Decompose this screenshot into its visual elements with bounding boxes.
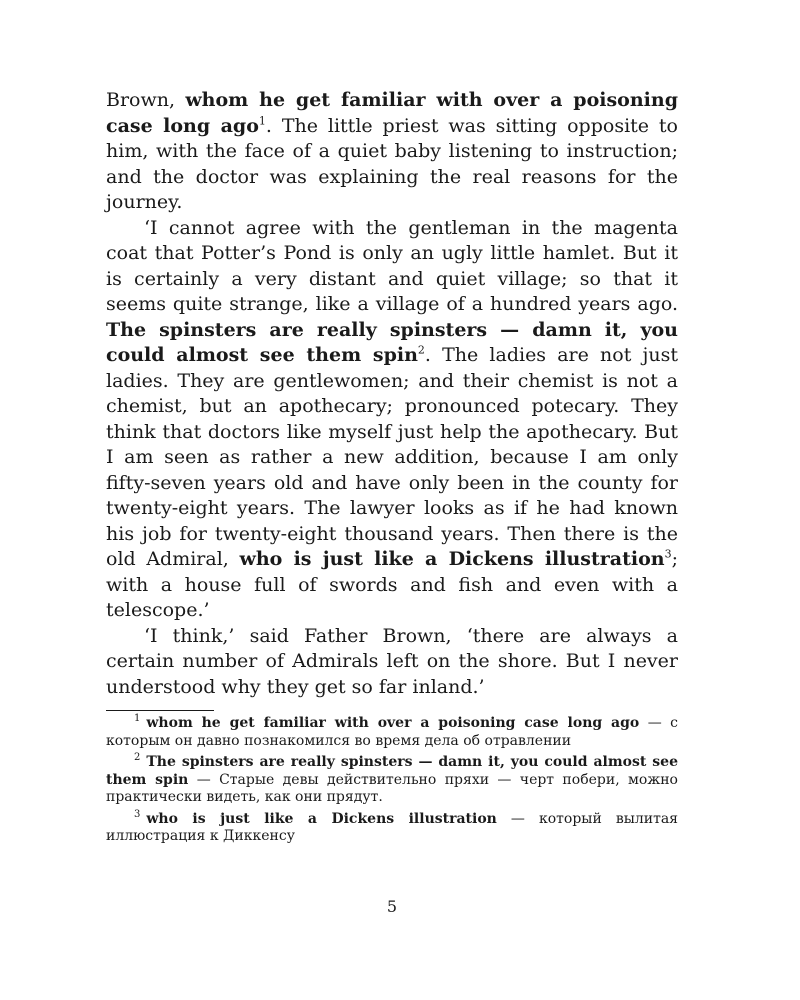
- text-run: . The little priest was sitting opposite to him, with the face of a quiet baby listening to instruction; and the doctor was explaining the real reasons for the journey.: [106, 114, 678, 213]
- bold-phrase: who is just like a Dickens illustration: [239, 548, 665, 570]
- paragraph-1: [106, 88, 678, 216]
- footnotes: [106, 715, 678, 846]
- text-run: . The ladies are not just ladies. They are gentlewomen; and their chemist is not a chemist, but an apothecary; pronounced potecary. They think that doctors like myself just help the apothecary. But I am seen as rather a new addition, because I am only fifty-seven years old and have only been in the county for twenty-eight years. The lawyer looks as if he had known his job for twenty-eight thousand years. Then there is the old Admiral,: [106, 344, 678, 570]
- paragraph-2: [106, 216, 678, 624]
- footnote-number: 2: [134, 752, 141, 764]
- footnote-separator: [106, 710, 214, 711]
- footnote-1: [106, 715, 678, 750]
- footnote-translation: — с которым он давно познакомился во время дела об отравлении: [106, 715, 678, 749]
- footnote-number: 3: [134, 808, 141, 820]
- text-run: ‘I cannot agree with the gentleman in the magenta coat that Potter’s Pond is only an ugly little hamlet. But it is certainly a very distant and quiet village; so that it seems quite strange, like a village of a hundred years ago.: [106, 216, 678, 315]
- footnote-ref-1[interactable]: 1: [258, 114, 266, 128]
- footnote-term: who is just like a Dickens illustration: [146, 810, 497, 827]
- text-run: ‘I think,’ said Father Brown, ‘there are always a certain number of Admirals left on the shore. But I never understood why they get so far inland.’: [106, 624, 678, 698]
- footnote-2: [106, 754, 678, 807]
- text-run: ; with a house full of swords and fish and even with a telescope.’: [106, 548, 678, 621]
- footnote-number: 1: [134, 713, 141, 725]
- bold-phrase: The spinsters are really spinsters — damn it, you could almost see them spin: [106, 318, 678, 366]
- footnote-translation: — Старые девы действительно пряхи — черт побери, можно практически видеть, как они прядут.: [106, 771, 678, 805]
- text-run: Brown,: [106, 89, 186, 111]
- footnote-ref-2[interactable]: 2: [417, 343, 425, 357]
- footnote-term: whom he get familiar with over a poisoning case long ago: [146, 715, 640, 731]
- bold-phrase: whom he get familiar with over a poisoning case long ago: [106, 89, 678, 137]
- page-number: 5: [386, 897, 398, 916]
- footnote-term: The spinsters are really spinsters — damn it, you could almost see them spin: [106, 754, 678, 788]
- paragraph-3: [106, 624, 678, 701]
- footnote-ref-3[interactable]: 3: [664, 547, 672, 561]
- main-text: [106, 88, 678, 700]
- footnote-translation: — который вылитая иллюстрация к Диккенсу: [106, 810, 679, 844]
- footnote-3: [106, 808, 679, 846]
- page-content: [106, 88, 678, 850]
